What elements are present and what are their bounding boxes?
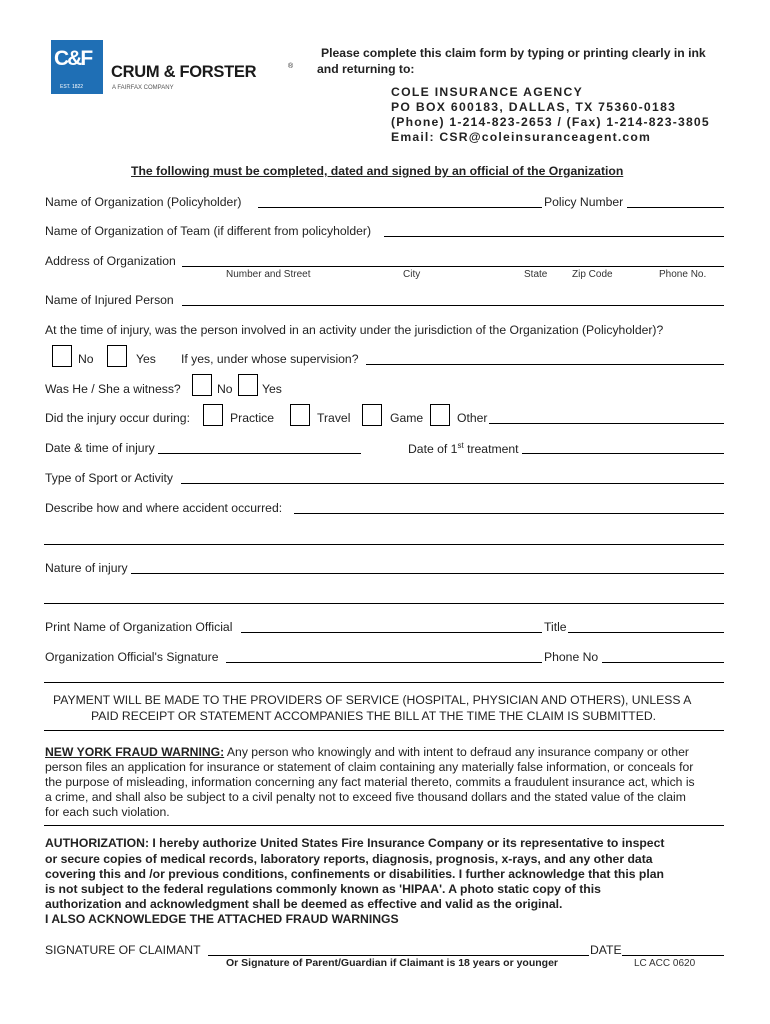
logo-mark-text: C&F [54, 47, 92, 70]
supervision-field[interactable] [366, 364, 724, 365]
guardian-note: Or Signature of Parent/Guardian if Claimant is 18 years or younger [226, 957, 559, 969]
date-time-field[interactable] [158, 453, 361, 454]
form-notice: The following must be completed, dated and signed by an official of the Organization [131, 164, 624, 178]
describe-label: Describe how and where accident occurred: [45, 501, 283, 515]
team-name-label: Name of Organization of Team (if different from policyholder) [45, 224, 372, 238]
form-code: LC ACC 0620 [634, 958, 696, 969]
jurisdiction-question: At the time of injury, was the person involved in an activity under the jurisdiction of the Organization (Policyholder)? [45, 323, 664, 337]
payment-line2: PAID RECEIPT OR STATEMENT ACCOMPANIES THE BILL AT THE TIME THE CLAIM IS SUBMITTED. [91, 709, 657, 723]
first-treatment-prefix: Date of 1 [408, 442, 458, 457]
first-treatment-label [408, 441, 519, 456]
game-label: Game [390, 411, 424, 425]
fraud-line3: the purpose of misleading, information concerning any fact material thereto, commits a fraudulent insurance act, which is [45, 775, 695, 789]
authorization-line5: authorization and acknowledgment shall be deemed as effective and valid as the original. [45, 897, 563, 911]
practice-checkbox[interactable] [203, 404, 223, 426]
nature-field-1[interactable] [131, 573, 724, 574]
logo-mark [51, 40, 103, 94]
jurisdiction-yes-checkbox[interactable] [107, 345, 127, 367]
address-state-caption: State [524, 269, 548, 280]
supervision-label: If yes, under whose supervision? [181, 352, 359, 366]
official-signature-label: Organization Official's Signature [45, 650, 219, 664]
witness-no-checkbox[interactable] [192, 374, 212, 396]
section-divider-2 [44, 730, 724, 731]
game-checkbox[interactable] [362, 404, 382, 426]
first-treatment-sup: st [457, 441, 464, 450]
witness-yes-checkbox[interactable] [238, 374, 258, 396]
witness-label: Was He / She a witness? [45, 382, 181, 396]
policy-number-label: Policy Number [544, 195, 624, 209]
date-time-label: Date & time of injury [45, 441, 155, 455]
address-city-caption: City [403, 269, 421, 280]
phone-no-field[interactable] [602, 662, 724, 663]
describe-field-1[interactable] [294, 513, 724, 514]
sport-label: Type of Sport or Activity [45, 471, 174, 485]
official-signature-field[interactable] [226, 662, 542, 663]
official-name-field[interactable] [241, 632, 542, 633]
jurisdiction-yes-label: Yes [136, 352, 156, 366]
agency-address: PO BOX 600183, DALLAS, TX 75360-0183 [391, 100, 677, 114]
instructions-line1: Please complete this claim form by typing or printing clearly in ink [321, 46, 706, 60]
address-field[interactable] [182, 266, 724, 267]
agency-phones: (Phone) 1-214-823-2653 / (Fax) 1-214-823-3805 [391, 115, 710, 129]
other-field[interactable] [489, 423, 724, 424]
jurisdiction-no-checkbox[interactable] [52, 345, 72, 367]
injured-person-field[interactable] [182, 305, 724, 306]
describe-field-2[interactable] [44, 544, 724, 545]
logo-trademark: ® [288, 63, 294, 70]
jurisdiction-no-label: No [78, 352, 94, 366]
injured-person-label: Name of Injured Person [45, 293, 174, 307]
section-divider-1 [44, 682, 724, 683]
witness-no-label: No [217, 382, 233, 396]
nature-label: Nature of injury [45, 561, 128, 575]
authorization-line4: is not subject to the federal regulations commonly known as 'HIPAA'. A photo static copy of this [45, 882, 601, 896]
agency-name: COLE INSURANCE AGENCY [391, 85, 584, 99]
org-name-label: Name of Organization (Policyholder) [45, 195, 242, 209]
fraud-line5: for each such violation. [45, 805, 170, 819]
fraud-line1 [45, 745, 689, 759]
claimant-signature-label: SIGNATURE OF CLAIMANT [45, 943, 201, 957]
logo-name: CRUM & FORSTER [111, 63, 257, 81]
practice-label: Practice [230, 411, 275, 425]
first-treatment-suffix: treatment [463, 442, 519, 457]
authorization-line3: covering this and /or previous conditions, confinements or disabilities. I further acknowledge that this plan [45, 867, 664, 881]
authorization-line6: I ALSO ACKNOWLEDGE THE ATTACHED FRAUD WARNINGS [45, 912, 399, 926]
claimant-signature-field[interactable] [208, 955, 589, 956]
official-name-label: Print Name of Organization Official [45, 620, 233, 634]
instructions-line2: and returning to: [317, 62, 415, 76]
logo-estd: EST. 1822 [60, 84, 84, 90]
fraud-text-1: Any person who knowingly and with intent to defraud any insurance company or other [224, 745, 689, 759]
other-checkbox[interactable] [430, 404, 450, 426]
fraud-line2: person files an application for insurance or statement of claim containing any materially false information, or conceals for [45, 760, 694, 774]
witness-yes-label: Yes [262, 382, 282, 396]
injury-during-label: Did the injury occur during: [45, 411, 190, 425]
title-label: Title [544, 620, 567, 634]
nature-field-2[interactable] [44, 603, 724, 604]
authorization-line2: or secure copies of medical records, laboratory reports, diagnosis, prognosis, x-rays, and any other data [45, 852, 653, 866]
claimant-date-label: DATE [590, 943, 622, 957]
address-zip-caption: Zip Code [572, 269, 613, 280]
first-treatment-field[interactable] [522, 453, 724, 454]
address-street-caption: Number and Street [226, 269, 311, 280]
title-field[interactable] [568, 632, 724, 633]
claimant-date-field[interactable] [622, 955, 724, 956]
policy-number-field[interactable] [627, 207, 724, 208]
travel-checkbox[interactable] [290, 404, 310, 426]
fraud-line4: a crime, and shall also be subject to a civil penalty not to exceed five thousand dollars and the stated value of the claim [45, 790, 686, 804]
address-phone-caption: Phone No. [659, 269, 707, 280]
section-divider-3 [44, 825, 724, 826]
fraud-heading: NEW YORK FRAUD WARNING: [45, 745, 225, 759]
company-logo [51, 40, 301, 96]
address-label: Address of Organization [45, 254, 176, 268]
phone-no-label: Phone No [544, 650, 599, 664]
team-name-field[interactable] [384, 236, 724, 237]
travel-label: Travel [317, 411, 351, 425]
logo-tagline: A FAIRFAX COMPANY [112, 85, 174, 91]
other-label: Other [457, 411, 488, 425]
agency-email: Email: CSR@coleinsuranceagent.com [391, 130, 652, 144]
authorization-line1: AUTHORIZATION: I hereby authorize United States Fire Insurance Company or its representative to inspect [45, 836, 665, 850]
org-name-field[interactable] [258, 207, 542, 208]
payment-line1: PAYMENT WILL BE MADE TO THE PROVIDERS OF SERVICE (HOSPITAL, PHYSICIAN AND OTHERS), UNLESS A [53, 693, 692, 707]
sport-field[interactable] [181, 483, 724, 484]
